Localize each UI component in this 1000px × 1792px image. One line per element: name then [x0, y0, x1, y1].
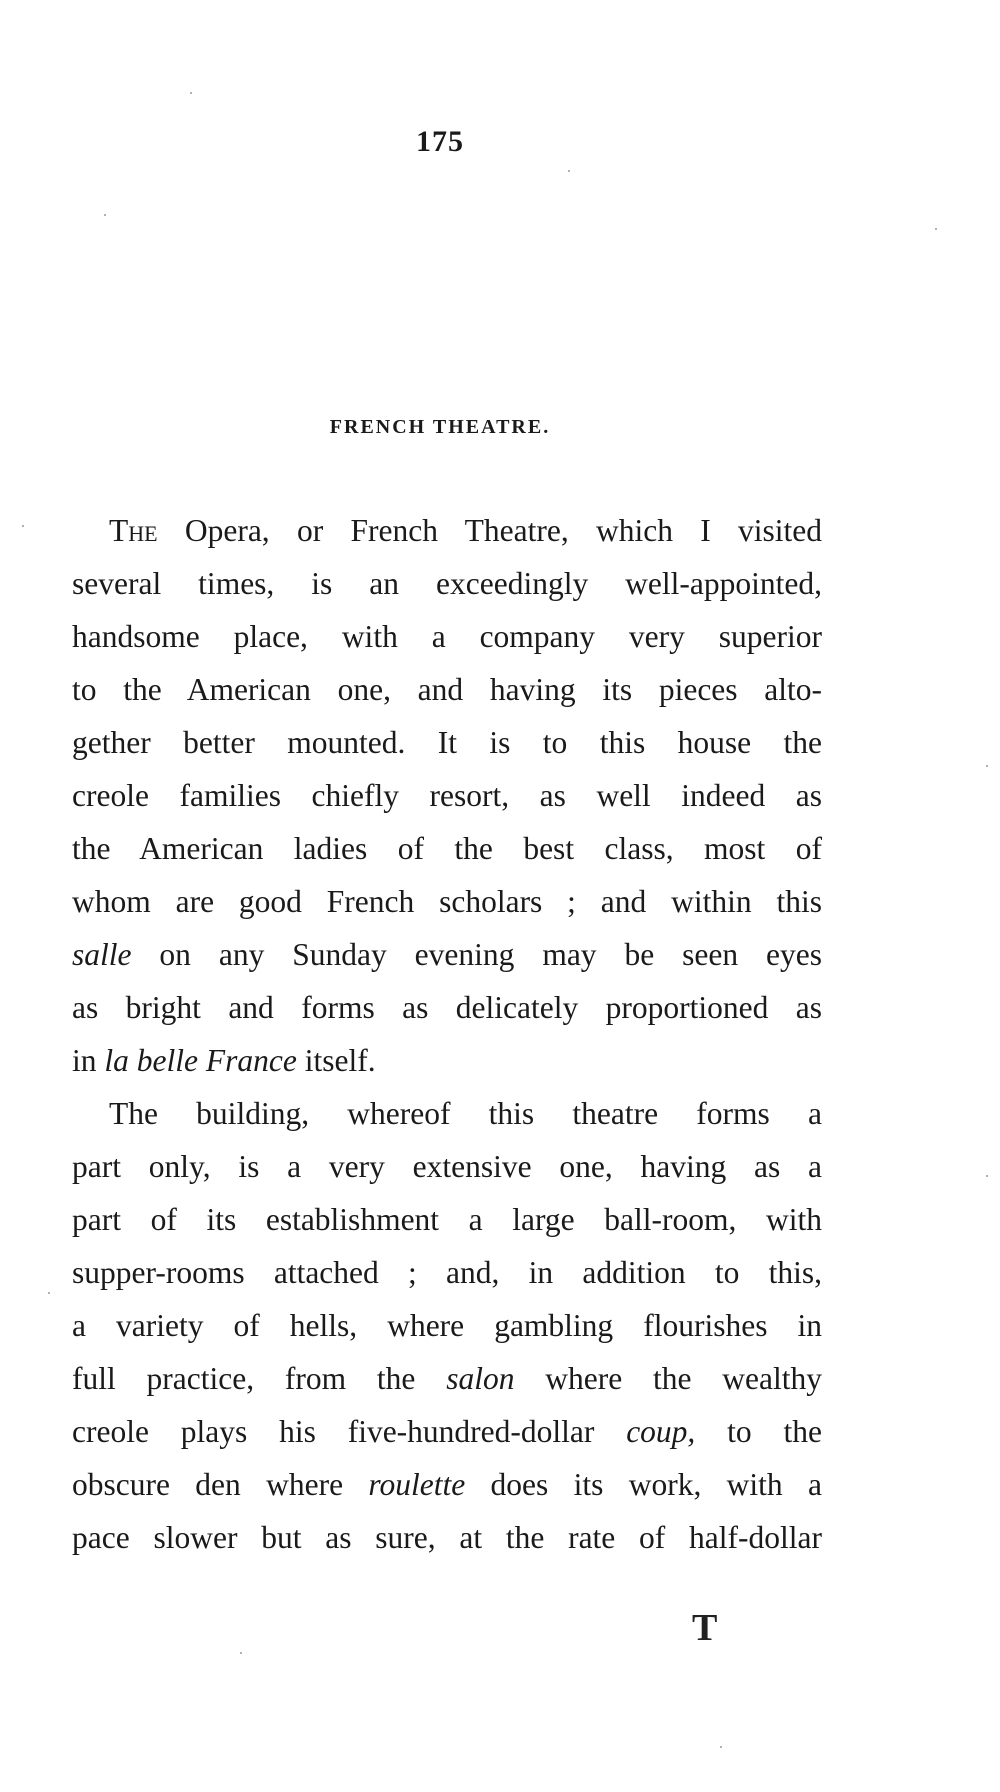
drop-word: The: [109, 513, 158, 548]
paragraph-1-line-7: the American ladies of the best class, most of: [72, 831, 822, 866]
paper-speck: [22, 525, 24, 527]
line-text: to the: [695, 1414, 822, 1449]
paper-speck: [986, 1175, 988, 1177]
paragraph-1-line-11: [72, 1034, 822, 1087]
line-text: in: [72, 1043, 105, 1078]
line-text: does its work, with a: [465, 1467, 822, 1502]
paragraph-2-line-8: [72, 1458, 822, 1511]
paragraph-1-line-9: [72, 928, 822, 981]
line-text: Opera, or French Theatre, which I visited: [157, 513, 822, 548]
paragraph-1-line-6: creole families chiefly resort, as well indeed as: [72, 778, 822, 813]
italic-word: coup,: [626, 1414, 696, 1449]
paper-speck: [986, 765, 988, 767]
italic-word: salon: [446, 1361, 515, 1396]
paper-speck: [720, 1746, 722, 1748]
page-number: 175: [416, 125, 464, 158]
line-text: itself.: [296, 1043, 376, 1078]
paper-speck: [568, 170, 570, 172]
paragraph-1-line-8: whom are good French scholars ; and within this: [72, 884, 822, 919]
italic-word: salle: [72, 937, 132, 972]
paper-speck: [240, 1652, 242, 1654]
line-text: where the wealthy: [514, 1361, 822, 1396]
line-text: on any Sunday evening may be seen eyes: [131, 937, 822, 972]
paragraph-1-line-3: handsome place, with a company very superior: [72, 619, 822, 654]
paragraph-2-line-1: The building, whereof this theatre forms a: [109, 1096, 822, 1131]
paragraph-1-line-1: [72, 504, 822, 557]
paragraph-1-line-4: to the American one, and having its pieces alto-: [72, 672, 822, 707]
paragraph-1-line-2: several times, is an exceedingly well-appointed,: [72, 566, 822, 601]
paragraph-2-line-4: supper-rooms attached ; and, in addition to this,: [72, 1255, 822, 1290]
line-text: obscure den where: [72, 1467, 369, 1502]
paragraph-2-line-5: a variety of hells, where gambling flourishes in: [72, 1308, 822, 1343]
line-text: full practice, from the: [72, 1361, 447, 1396]
paragraph-2-line-7: [72, 1405, 822, 1458]
paper-speck: [104, 214, 106, 216]
paper-speck: [935, 228, 937, 230]
body-text: [72, 504, 822, 1564]
paragraph-2-line-3: part of its establishment a large ball-room, with: [72, 1202, 822, 1237]
paragraph-2-line-6: [72, 1352, 822, 1405]
paragraph-1-line-5: gether better mounted. It is to this house the: [72, 725, 822, 760]
signature-mark: T: [692, 1607, 718, 1649]
italic-word: roulette: [368, 1467, 466, 1502]
paragraph-1-line-10: as bright and forms as delicately proportioned as: [72, 990, 822, 1025]
italic-phrase: la belle France: [104, 1043, 297, 1078]
paragraph-2-line-2: part only, is a very extensive one, having as a: [72, 1149, 822, 1184]
paper-speck: [190, 92, 192, 94]
paragraph-2-line-9: pace slower but as sure, at the rate of half-dollar: [72, 1520, 822, 1555]
paper-speck: [48, 1292, 50, 1294]
line-text: creole plays his five-hundred-dollar: [72, 1414, 627, 1449]
section-heading: FRENCH THEATRE.: [329, 416, 551, 438]
